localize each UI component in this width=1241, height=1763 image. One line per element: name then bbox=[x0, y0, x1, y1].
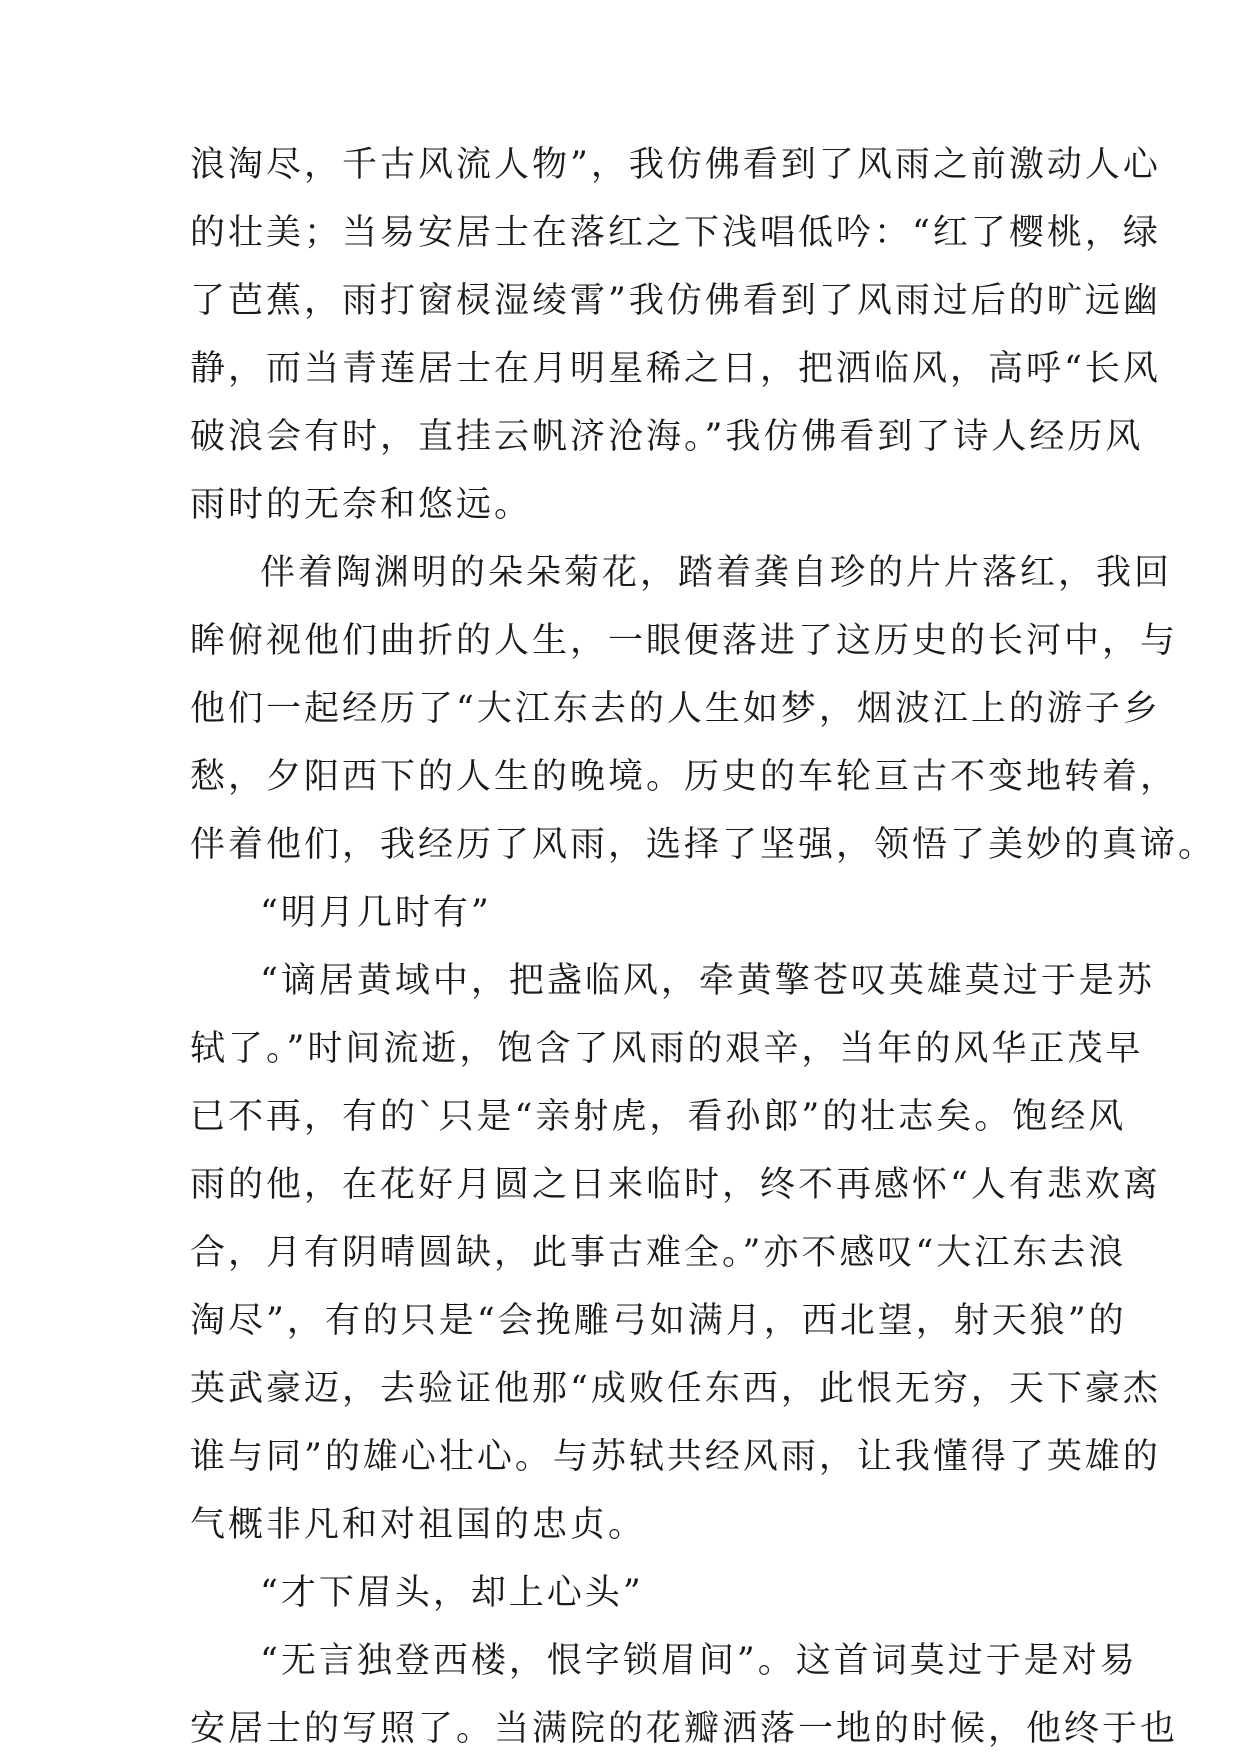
text-line: 淘尽”，有的只是“会挽雕弓如满月，西北望，射天狼”的 bbox=[190, 1301, 1127, 1341]
text-line: 浪淘尽，千古风流人物”，我仿佛看到了风雨之前激动人心 bbox=[190, 145, 1161, 185]
text-line: 他们一起经历了“大江东去的人生如梦，烟波江上的游子乡 bbox=[190, 689, 1161, 729]
text-line: 轼了。”时间流逝，饱含了风雨的艰辛，当年的风华正茂早 bbox=[190, 1029, 1144, 1069]
text-line: 气概非凡和对祖国的忠贞。 bbox=[190, 1505, 647, 1545]
paragraph-start-line: 伴着陶渊明的朵朵菊花，踏着龚自珍的片片落红，我回 bbox=[260, 553, 1173, 593]
text-line: 破浪会有时，直挂云帆济沧海。”我仿佛看到了诗人经历风 bbox=[190, 417, 1144, 457]
text-line: 的壮美；当易安居士在落红之下浅唱低吟：“红了樱桃，绿 bbox=[190, 213, 1161, 253]
section-heading: “明月几时有” bbox=[260, 893, 492, 933]
text-line: 雨时的无奈和悠远。 bbox=[190, 485, 533, 525]
text-line: 谁与同”的雄心壮心。与苏轼共经风雨，让我懂得了英雄的 bbox=[190, 1437, 1161, 1477]
text-line: 英武豪迈，去验证他那“成败任东西，此恨无穷，天下豪杰 bbox=[190, 1369, 1161, 1409]
text-line: 了芭蕉，雨打窗棂湿绫霄”我仿佛看到了风雨过后的旷远幽 bbox=[190, 281, 1161, 321]
text-line: 眸俯视他们曲折的人生，一眼便落进了这历史的长河中，与 bbox=[190, 621, 1179, 661]
text-line: 雨的他，在花好月圆之日来临时，终不再感怀“人有悲欢离 bbox=[190, 1165, 1161, 1205]
document-body bbox=[190, 131, 1217, 1763]
section-heading: “才下眉头，却上心头” bbox=[260, 1573, 644, 1613]
text-line: 愁，夕阳西下的人生的晚境。历史的车轮亘古不变地转着， bbox=[190, 757, 1179, 797]
paragraph-start-line: “谪居黄域中，把盏临风，牵黄擎苍叹英雄莫过于是苏 bbox=[260, 961, 1155, 1001]
text-line: 静，而当青莲居士在月明星稀之日，把洒临风，高呼“长风 bbox=[190, 349, 1161, 389]
paragraph-start-line: “无言独登西楼，恨字锁眉间”。这首词莫过于是对易 bbox=[260, 1641, 1138, 1681]
text-line: 已不再，有的`只是“亲射虎，看孙郎”的壮志矣。饱经风 bbox=[190, 1097, 1127, 1137]
text-line: 合，月有阴晴圆缺，此事古难全。”亦不感叹“大江东去浪 bbox=[190, 1233, 1127, 1273]
text-line: 安居士的写照了。当满院的花瓣洒落一地的时候，他终于也 bbox=[190, 1709, 1179, 1749]
text-line: 伴着他们，我经历了风雨，选择了坚强，领悟了美妙的真谛。 bbox=[190, 825, 1217, 865]
